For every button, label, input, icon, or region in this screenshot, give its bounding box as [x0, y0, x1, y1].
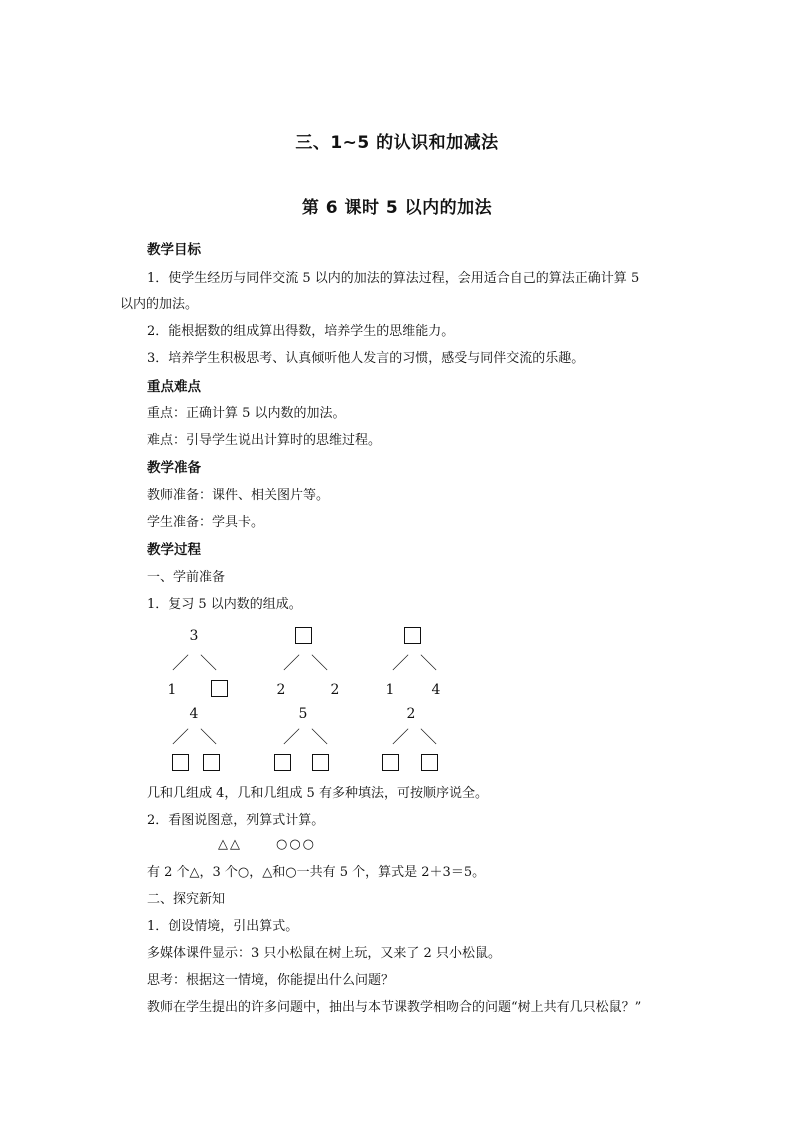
answer-box [295, 627, 312, 644]
tree-left-branch: ／ [283, 654, 300, 674]
tree-right-branch: ＼ [420, 654, 437, 674]
tree-left-branch: ／ [283, 728, 300, 748]
section-heading-objectives: 教学目标 [147, 242, 201, 258]
tree-right-branch: ＼ [200, 728, 217, 748]
paragraph-line: 1．创设情境，引出算式。 [147, 919, 299, 934]
paragraph-line: 思考：根据这一情境，你能提出什么问题？ [147, 973, 395, 988]
paragraph-line: 2．看图说图意，列算式计算。 [147, 813, 325, 828]
paragraph-line: 1．复习 5 以内数的组成。 [147, 597, 302, 612]
paragraph-line: 1．使学生经历与同伴交流 5 以内的加法的算法过程，会用适合自己的算法正确计算 5 [147, 271, 640, 286]
answer-box [404, 627, 421, 644]
tree-left-branch: ／ [392, 728, 409, 748]
answer-box [312, 754, 329, 771]
tree-left-branch: ／ [172, 654, 189, 674]
tree-left-number: 1 [167, 682, 177, 698]
tree-right-number: 4 [431, 682, 441, 698]
triangle-shapes: △△ [218, 837, 242, 852]
tree-right-number: 2 [330, 682, 340, 698]
answer-box [421, 754, 438, 771]
section-heading-process: 教学过程 [147, 542, 201, 558]
paragraph-line: 有 2 个△，3 个○，△和○一共有 5 个，算式是 2＋3＝5。 [147, 865, 486, 880]
tree-right-branch: ＼ [420, 728, 437, 748]
tree-right-branch: ＼ [200, 654, 217, 674]
tree-right-branch: ＼ [311, 654, 328, 674]
answer-box [382, 754, 399, 771]
paragraph-line: 教师准备：课件、相关图片等。 [147, 488, 330, 503]
paragraph-line: 多媒体课件显示：3 只小松鼠在树上玩，又来了 2 只小松鼠。 [147, 946, 501, 961]
paragraph-line: 以内的加法。 [120, 297, 199, 312]
paragraph-line: 教师在学生提出的许多问题中，抽出与本节课教学相吻合的问题“树上共有几只松鼠？” [147, 1000, 642, 1015]
unit-title: 三、1~5 的认识和加减法 [295, 133, 499, 153]
tree-left-branch: ／ [172, 728, 189, 748]
tree-top-number: 5 [298, 706, 308, 722]
paragraph-line: 难点：引导学生说出计算时的思维过程。 [147, 433, 382, 448]
tree-top-number: 2 [406, 706, 416, 722]
tree-right-branch: ＼ [311, 728, 328, 748]
paragraph-line: 二、探究新知 [147, 892, 226, 907]
circle-shapes: ○○○ [276, 837, 317, 852]
section-heading-key-points: 重点难点 [147, 379, 201, 395]
paragraph-line: 学生准备：学具卡。 [147, 515, 265, 530]
tree-left-number: 1 [385, 682, 395, 698]
answer-box [274, 754, 291, 771]
tree-top-number: 4 [189, 706, 199, 722]
paragraph-line: 一、学前准备 [147, 570, 226, 585]
paragraph-line: 2．能根据数的组成算出得数，培养学生的思维能力。 [147, 324, 455, 339]
paragraph-line: 重点：正确计算 5 以内数的加法。 [147, 406, 346, 421]
answer-box [203, 754, 220, 771]
lesson-title: 第 6 课时 5 以内的加法 [301, 198, 493, 218]
paragraph-line: 几和几组成 4，几和几组成 5 有多种填法，可按顺序说全。 [147, 786, 488, 801]
answer-box [172, 754, 189, 771]
answer-box [211, 680, 228, 697]
paragraph-line: 3．培养学生积极思考、认真倾听他人发言的习惯，感受与同伴交流的乐趣。 [147, 351, 585, 366]
tree-left-branch: ／ [392, 654, 409, 674]
tree-top-number: 3 [189, 628, 199, 644]
tree-left-number: 2 [276, 682, 286, 698]
section-heading-preparation: 教学准备 [147, 460, 201, 476]
